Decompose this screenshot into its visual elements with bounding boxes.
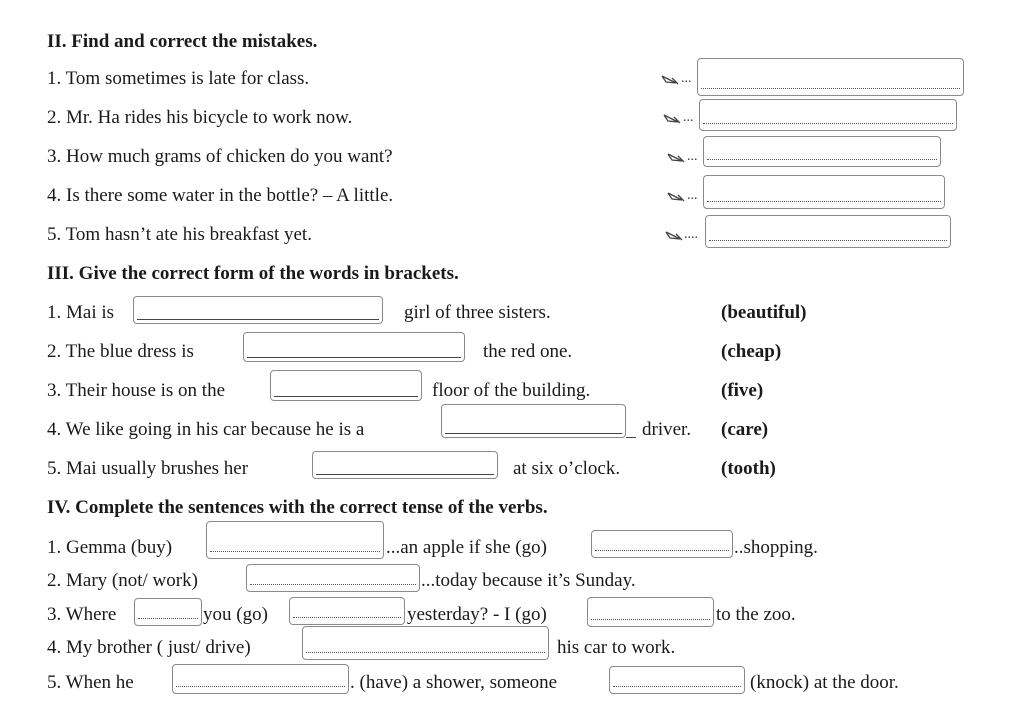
pen-icon	[660, 74, 680, 86]
s3-item-3-after: floor of the building.	[432, 380, 591, 401]
s4-line-1-b: ...an apple if she (go)	[386, 537, 547, 558]
s3-item-4-after: driver.	[642, 419, 692, 440]
s4-line-3-d: to the zoo.	[716, 604, 796, 625]
s2-item-3: 3. How much grams of chicken do you want?	[47, 146, 393, 167]
pen-icon	[666, 191, 686, 203]
s4-answer-3a[interactable]	[134, 598, 202, 626]
s4-answer-3b[interactable]	[289, 597, 405, 625]
s3-item-5-after: at six o’clock.	[513, 458, 621, 479]
s2-answer-3[interactable]	[703, 136, 941, 167]
s4-answer-5b[interactable]	[609, 666, 745, 694]
s4-line-5-a: 5. When he	[47, 672, 134, 693]
s3-answer-4[interactable]	[441, 404, 626, 438]
s4-answer-5a[interactable]	[172, 664, 349, 694]
s2-item-5: 5. Tom hasn’t ate his breakfast yet.	[47, 224, 312, 245]
s3-answer-2[interactable]	[243, 332, 465, 362]
s4-line-1-c: ..shopping.	[734, 537, 818, 558]
s2-dots-2: ...	[683, 110, 694, 125]
section-2-title: II. Find and correct the mistakes.	[47, 31, 318, 52]
s2-item-2: 2. Mr. Ha rides his bicycle to work now.	[47, 107, 353, 128]
s4-line-2-b: ...today because it’s Sunday.	[421, 570, 636, 591]
s2-dots-1: ...	[681, 71, 692, 86]
s2-answer-4[interactable]	[703, 175, 945, 209]
pen-icon	[666, 152, 686, 164]
s2-answer-2[interactable]	[699, 99, 957, 131]
s4-line-4-a: 4. My brother ( just/ drive)	[47, 637, 251, 658]
pen-icon	[662, 113, 682, 125]
s4-line-2-a: 2. Mary (not/ work)	[47, 570, 198, 591]
s4-line-4-b: his car to work.	[557, 637, 676, 658]
s4-answer-1a[interactable]	[206, 521, 384, 559]
s4-answer-1b[interactable]	[591, 530, 733, 558]
s2-dots-5: ....	[684, 227, 698, 242]
s4-line-5-c: (knock) at the door.	[750, 672, 899, 693]
s3-item-5-before: 5. Mai usually brushes her	[47, 458, 249, 479]
section-4-title: IV. Complete the sentences with the correct tense of the verbs.	[47, 497, 548, 518]
s2-item-4: 4. Is there some water in the bottle? – A little.	[47, 185, 394, 206]
s3-word-1: (beautiful)	[721, 302, 807, 323]
s4-line-3-c: yesterday? - I (go)	[407, 604, 547, 625]
pen-icon	[664, 230, 684, 242]
s3-answer-3[interactable]	[270, 370, 422, 401]
s2-dots-3: ...	[687, 149, 698, 164]
s3-word-5: (tooth)	[721, 458, 776, 479]
s4-line-3-b: you (go)	[203, 604, 268, 625]
s2-item-1: 1. Tom sometimes is late for class.	[47, 68, 310, 89]
s4-answer-2[interactable]	[246, 564, 420, 592]
s3-answer-1[interactable]	[133, 296, 383, 324]
s4-line-3-a: 3. Where	[47, 604, 117, 625]
s3-answer-5[interactable]	[312, 451, 498, 479]
s3-item-2-after: the red one.	[483, 341, 573, 362]
s3-item-3-before: 3. Their house is on the	[47, 380, 226, 401]
s3-word-3: (five)	[721, 380, 764, 401]
s3-item-1-before: 1. Mai is	[47, 302, 115, 323]
s3-item-1-after: girl of three sisters.	[404, 302, 551, 323]
s4-answer-4[interactable]	[302, 626, 549, 660]
s3-word-2: (cheap)	[721, 341, 782, 362]
s2-answer-1[interactable]	[697, 58, 964, 96]
s4-line-1-a: 1. Gemma (buy)	[47, 537, 173, 558]
answer-underline	[626, 437, 636, 438]
s3-item-2-before: 2. The blue dress is	[47, 341, 194, 362]
s2-answer-5[interactable]	[705, 215, 951, 248]
s4-answer-3c[interactable]	[587, 597, 714, 627]
s3-word-4: (care)	[721, 419, 769, 440]
s4-line-5-b: . (have) a shower, someone	[350, 672, 558, 693]
s2-dots-4: ...	[687, 188, 698, 203]
s3-item-4-before: 4. We like going in his car because he is a	[47, 419, 365, 440]
section-3-title: III. Give the correct form of the words in brackets.	[47, 263, 459, 284]
